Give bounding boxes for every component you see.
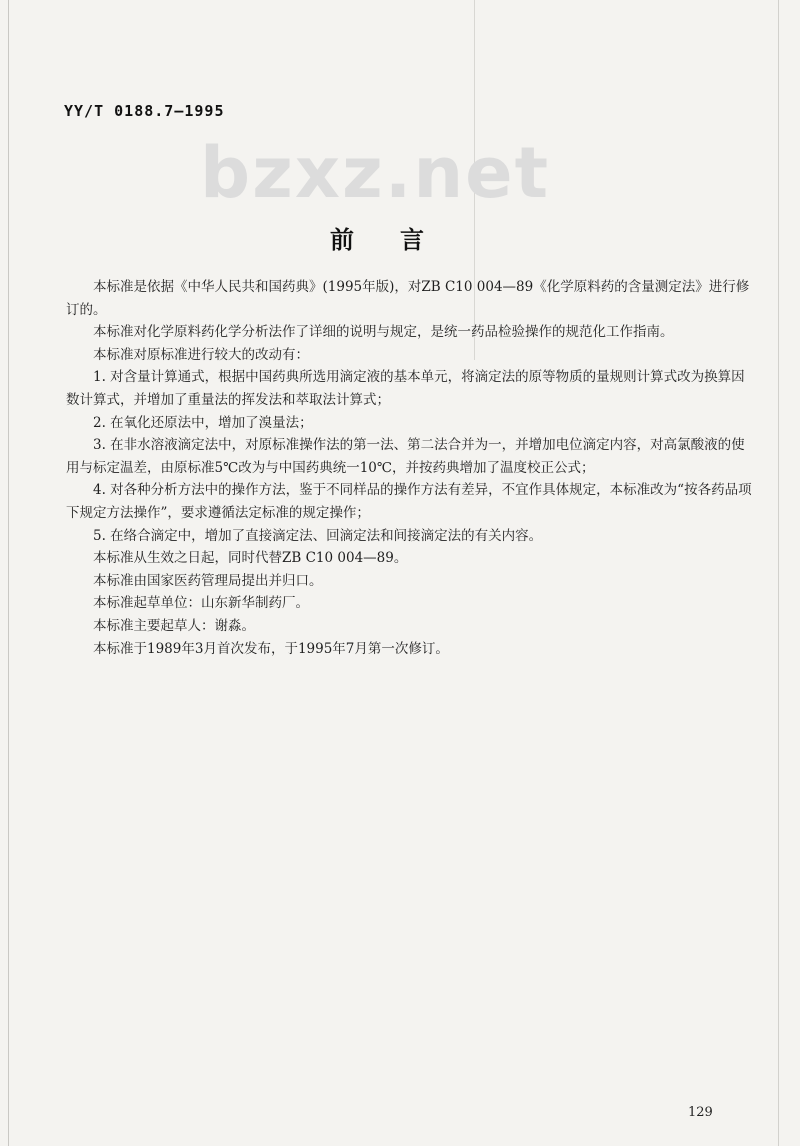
paragraph: 本标准由国家医药管理局提出并归口。 [93, 572, 323, 589]
scan-edge-right [778, 0, 779, 1146]
page-number: 129 [688, 1105, 713, 1120]
paragraph: 3. 在非水溶液滴定法中，对原标准操作法的第一法、第二法合并为一，并增加电位滴定内容，对高氯酸液的使用与标定温差，由原标准5℃改为与中国药典统一10℃，并按药典增加了温度校正公式； [66, 437, 745, 476]
foreword-body [66, 276, 756, 660]
paragraph: 本标准对原标准进行较大的改动有： [93, 346, 309, 363]
paragraph: 本标准是依据《中华人民共和国药典》(1995年版)，对ZB C10 004—89《化学原料药的含量测定法》进行修订的。 [66, 279, 750, 318]
paragraph: 本标准对化学原料药化学分析法作了详细的说明与规定，是统一药品检验操作的规范化工作指南。 [93, 324, 674, 341]
page-title: 前言 [330, 226, 470, 254]
scan-edge-left [8, 0, 9, 1146]
paragraph: 4. 对各种分析方法中的操作方法，鉴于不同样品的操作方法有差异，不宜作具体规定，本标准改为“按各药品项下规定方法操作”，要求遵循法定标准的规定操作； [66, 482, 752, 521]
paragraph: 本标准主要起草人：谢淼。 [93, 617, 255, 634]
paragraph: 本标准从生效之日起，同时代替ZB C10 004—89。 [93, 550, 408, 567]
paragraph: 1. 对含量计算通式，根据中国药典所选用滴定液的基本单元，将滴定法的原等物质的量规则计算式改为换算因数计算式，并增加了重量法的挥发法和萃取法计算式； [66, 369, 745, 408]
watermark: bzxz.net [200, 132, 551, 214]
paragraph: 2. 在氧化还原法中，增加了溴量法； [93, 414, 313, 431]
paragraph: 本标准起草单位：山东新华制药厂。 [93, 595, 309, 612]
paragraph: 本标准于1989年3月首次发布，于1995年7月第一次修订。 [93, 640, 449, 657]
paragraph: 5. 在络合滴定中，增加了直接滴定法、回滴定法和间接滴定法的有关内容。 [93, 527, 543, 544]
standard-code: YY/T 0188.7—1995 [64, 102, 225, 120]
